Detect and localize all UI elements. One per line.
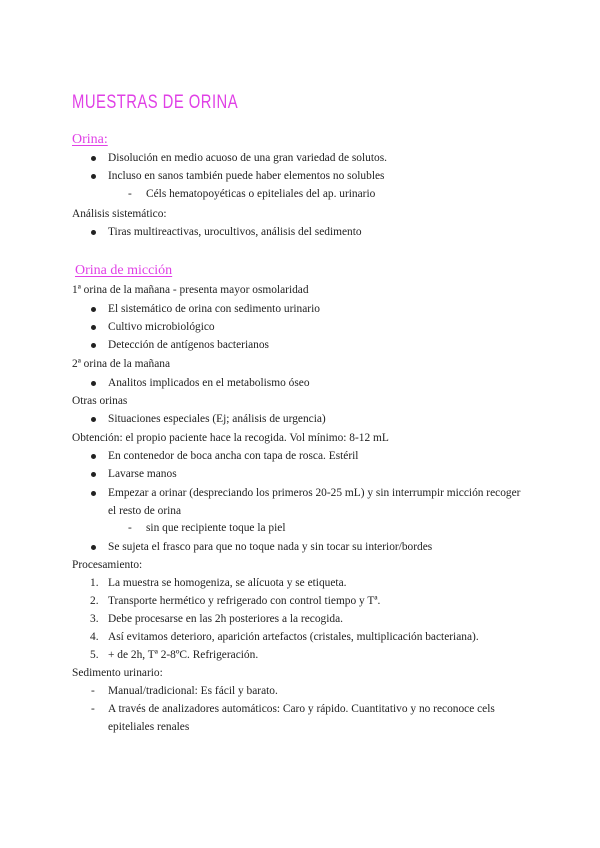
list-item: Se sujeta el frasco para que no toque nada y sin tocar su interior/bordes xyxy=(108,541,433,553)
bullet xyxy=(91,343,96,348)
page-title: MUESTRAS DE ORINA xyxy=(72,92,239,113)
list-item: A través de analizadores automáticos: Caro y rápido. Cuantitativo y no reconoce cels xyxy=(108,703,495,715)
list-item: En contenedor de boca ancha con tapa de rosca. Estéril xyxy=(108,450,359,462)
paragraph: Análisis sistemático: xyxy=(72,208,167,220)
bullet xyxy=(91,230,96,235)
list-item: Incluso en sanos también puede haber elementos no solubles xyxy=(108,170,385,182)
section-heading-orina-de-miccion: Orina de micción xyxy=(75,263,173,278)
dash-marker: - xyxy=(91,703,95,715)
ordered-item: La muestra se homogeniza, se alícuota y se etiqueta. xyxy=(108,577,347,589)
paragraph: Procesamiento: xyxy=(72,559,143,571)
ordered-marker: 4. xyxy=(90,631,99,643)
ordered-marker: 5. xyxy=(90,649,99,661)
bullet xyxy=(91,174,96,179)
bullet xyxy=(91,325,96,330)
sub-list-item: sin que recipiente toque la piel xyxy=(146,522,286,534)
dash-marker: - xyxy=(128,188,132,200)
ordered-item: Debe procesarse en las 2h posteriores a la recogida. xyxy=(108,613,343,625)
paragraph: Obtención: el propio paciente hace la recogida. Vol mínimo: 8-12 mL xyxy=(72,432,389,444)
bullet xyxy=(91,307,96,312)
ordered-item: Así evitamos deterioro, aparición artefactos (cristales, multiplicación bacteriana). xyxy=(108,631,479,643)
paragraph: Otras orinas xyxy=(72,395,128,407)
ordered-marker: 2. xyxy=(90,595,99,607)
dash-marker: - xyxy=(128,522,132,534)
ordered-marker: 1. xyxy=(90,577,99,589)
bullet xyxy=(91,491,96,496)
paragraph: 1ª orina de la mañana - presenta mayor osmolaridad xyxy=(72,284,309,296)
ordered-item: Transporte hermético y refrigerado con control tiempo y Tª. xyxy=(108,595,381,607)
bullet xyxy=(91,472,96,477)
list-item: Analitos implicados en el metabolismo óseo xyxy=(108,377,310,389)
section-heading-orina: Orina: xyxy=(72,132,108,147)
paragraph: 2ª orina de la mañana xyxy=(72,358,171,370)
ordered-item: + de 2h, Tª 2-8ºC. Refrigeración. xyxy=(108,649,259,661)
list-item-continuation: epiteliales renales xyxy=(108,721,190,733)
list-item: Situaciones especiales (Ej; análisis de urgencia) xyxy=(108,413,326,425)
bullet xyxy=(91,381,96,386)
list-item: Cultivo microbiológico xyxy=(108,321,215,333)
bullet xyxy=(91,417,96,422)
list-item: Empezar a orinar (despreciando los primeros 20-25 mL) y sin interrumpir micción recoger xyxy=(108,487,521,499)
list-item: El sistemático de orina con sedimento urinario xyxy=(108,303,320,315)
ordered-marker: 3. xyxy=(90,613,99,625)
list-item: Tiras multireactivas, urocultivos, análisis del sedimento xyxy=(108,226,362,238)
list-item: Manual/tradicional: Es fácil y barato. xyxy=(108,685,278,697)
paragraph: Sedimento urinario: xyxy=(72,667,163,679)
list-item-continuation: el resto de orina xyxy=(108,505,182,517)
bullet xyxy=(91,545,96,550)
list-item: Disolución en medio acuoso de una gran variedad de solutos. xyxy=(108,152,387,164)
bullet xyxy=(91,454,96,459)
list-item: Detección de antígenos bacterianos xyxy=(108,339,269,351)
bullet xyxy=(91,156,96,161)
list-item: Lavarse manos xyxy=(108,468,177,480)
dash-marker: - xyxy=(91,685,95,697)
sub-list-item: Céls hematopoyéticas o epiteliales del ap. urinario xyxy=(146,188,376,200)
